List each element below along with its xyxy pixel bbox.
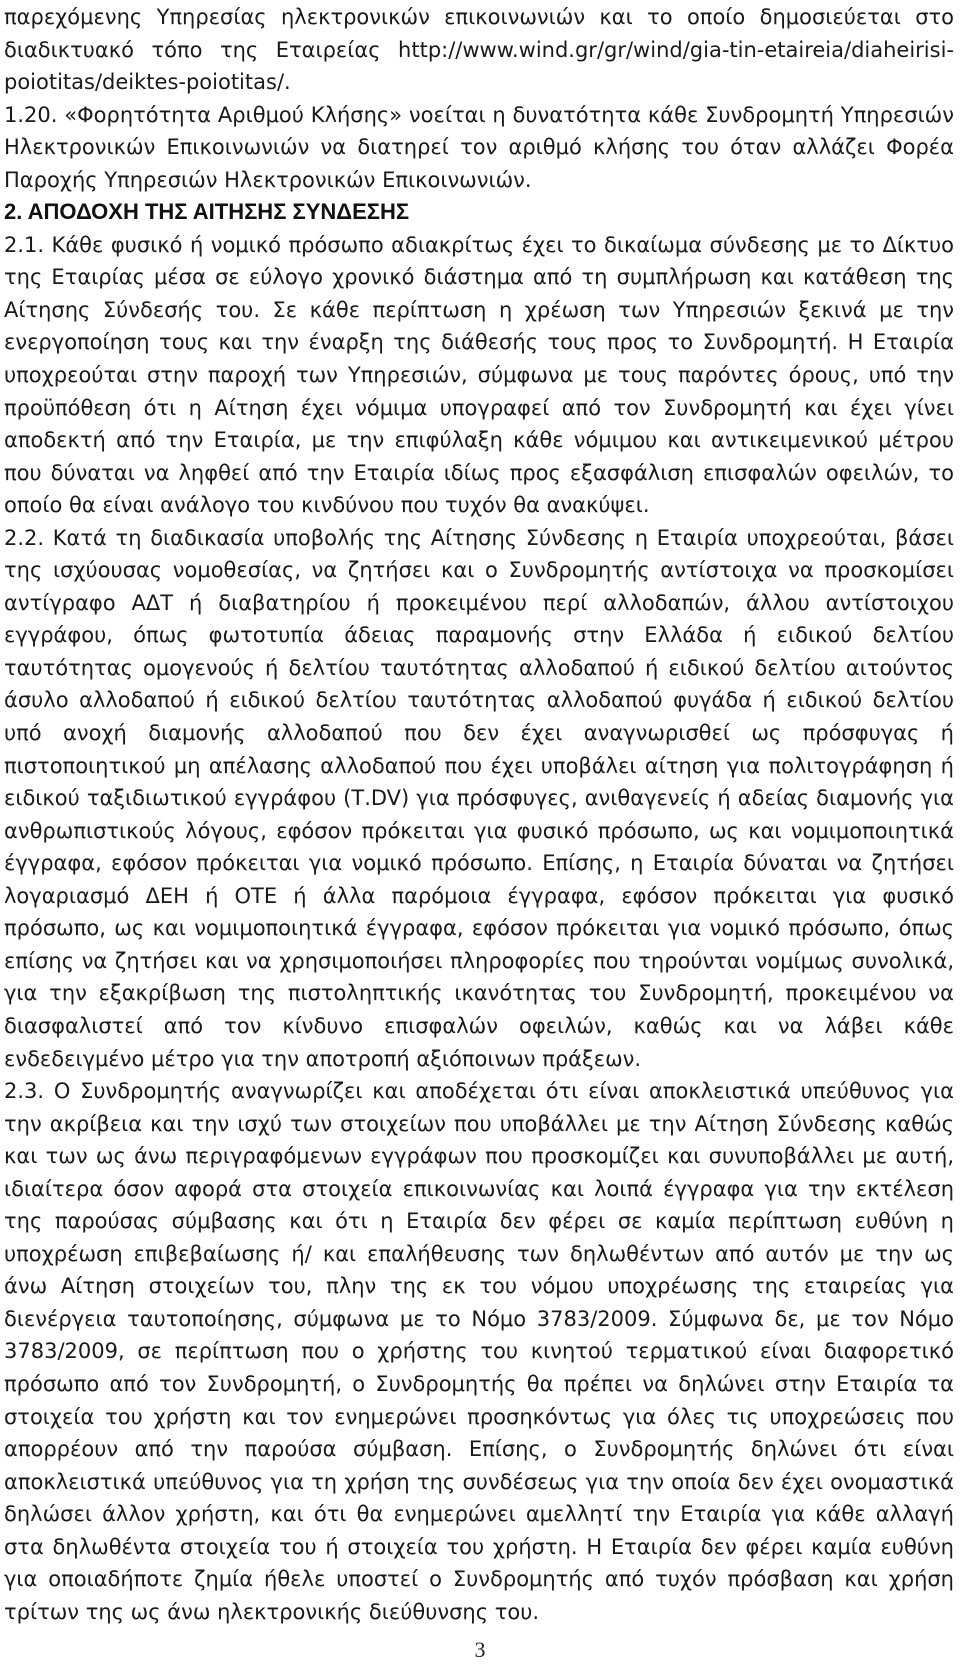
paragraph-2-3: 2.3. Ο Συνδρομητής αναγνωρίζει και αποδέχεται ότι είναι αποκλειστικά υπεύθυνος για την ακρίβεια και την ισχύ των στοιχείων που υποβάλλει με την Αίτηση Σύνδεσης καθώς και των ως άνω περιγραφόμενων εγγράφων που προσκομίζει και συνυποβάλλει με αυτή, ιδιαίτερα όσον αφορά στα στοιχεία επικοινωνίας και λοιπά έγγραφα για την εκτέλεση της παρούσας σύμβασης και ότι η Εταιρία δεν φέρει σε καμία περίπτωση ευθύνη η υποχρέωση επιβεβαίωσης ή/ και επαλήθευσης των δηλωθέντων από αυτόν με την ως άνω Αίτηση στοιχείων του, πλην της εκ του νόμου υποχρέωσης της εταιρείας για διενέργεια ταυτοποίησης, σύμφωνα με το Νόμο 3783/2009. Σύμφωνα δε, με τον Νόμο 3783/2009, σε περίπτωση που ο χρήστης του κινητού τερματικού είναι διαφορετικό πρόσωπο από τον Συνδρομητή, ο Συνδρομητής θα πρέπει να δηλώνει στην Εταιρία τα στοιχεία του χρήστη και τον ενημερώνει προσηκόντως για όλες τις υποχρεώσεις που απορρέουν από την παρούσα σύμβαση. Επίσης, ο Συνδρομητής δηλώνει ότι είναι αποκλειστικά υπεύθυνος για τη χρήση της συνδέσεως για την οποία δεν έχει ονομαστικά δηλώσει άλλον χρήστη, και ότι θα ενημερώνει αμελλητί την Εταιρία για κάθε αλλαγή στα δηλωθέντα στοιχεία του ή στοιχεία του χρήστη. Η Εταιρία δεν φέρει καμία ευθύνη για οποιαδήποτε ζημία ήθελε υποστεί ο Συνδρομητής από τυχόν πρόσβαση και χρήση τρίτων της ως άνω ηλεκτρονικής διεύθυνσης του. (4, 1079, 954, 1624)
paragraph-2-1: 2.1. Κάθε φυσικό ή νομικό πρόσωπο αδιακρίτως έχει το δικαίωμα σύνδεσης με το Δίκτυο της Εταιρίας μέσα σε εύλογο χρονικό διάστημα από τη συμπλήρωση και κατάθεση της Αίτησης Σύνδεσής του. Σε κάθε περίπτωση η χρέωση των Υπηρεσιών ξεκινά με την ενεργοποίηση τους και την έναρξη της διάθεσής τους προς το Συνδρομητή. Η Εταιρία υποχρεούται στην παροχή των Υπηρεσιών, σύμφωνα με τους παρόντες όρους, υπό την προϋπόθεση ότι η Αίτηση έχει νόμιμα υπογραφεί από τον Συνδρομητή και έχει γίνει αποδεκτή από την Εταιρία, με την επιφύλαξη κάθε νόμιμου και αντικειμενικού μέτρου που δύναται να ληφθεί από την Εταιρία ιδίως προς εξασφάλιση επισφαλών οφειλών, το οποίο θα είναι ανάλογο του κινδύνου που τυχόν θα ανακύψει. (4, 232, 954, 518)
intro-continuation-paragraph: παρεχόμενης Υπηρεσίας ηλεκτρονικών επικοινωνιών και το οποίο δημοσιεύεται στο διαδικτυακό τόπο της Εταιρείας http://www.wind.gr/gr/wind/gia-tin-etaireia/diaheirisi-poiotitas/deiktes-poiotitas/. (4, 5, 954, 95)
section-2-heading: 2. ΑΠΟΔΟΧΗ ΤΗΣ ΑΙΤΗΣΗΣ ΣΥΝΔΕΣΗΣ (4, 199, 410, 225)
page-number: 3 (474, 1637, 486, 1662)
document-body (4, 1, 954, 1628)
paragraph-2-2: 2.2. Κατά τη διαδικασία υποβολής της Αίτησης Σύνδεσης η Εταιρία υποχρεούται, βάσει της ισχύουσας νομοθεσίας, να ζητήσει και ο Συνδρομητής αντίστοιχα να προσκομίσει αντίγραφο ΑΔΤ ή διαβατηρίου ή προκειμένου περί αλλοδαπών, άλλου αντίστοιχου εγγράφου, όπως φωτοτυπία άδειας παραμονής στην Ελλάδα ή ειδικού δελτίου ταυτότητας ομογενούς ή δελτίου ταυτότητας αλλοδαπού ή ειδικού δελτίου αιτούντος άσυλο αλλοδαπού ή ειδικού δελτίου ταυτότητας αλλοδαπού φυγάδα ή ειδικού δελτίου υπό ανοχή διαμονής αλλοδαπού που δεν έχει αναγνωρισθεί ως πρόσφυγας ή πιστοποιητικού μη απέλασης αλλοδαπού που έχει υποβάλει αίτηση για πολιτογράφηση ή ειδικού ταξιδιωτικού εγγράφου (Τ.DV) για πρόσφυγες, ανιθαγενείς ή αδείας διαμονής για ανθρωπιστικούς λόγους, εφόσον πρόκειται για φυσικό πρόσωπο, ως και νομιμοποιητικά έγγραφα, εφόσον πρόκειται για νομικό πρόσωπο. Επίσης, η Εταιρία δύναται να ζητήσει λογαριασμό ΔΕΗ ή ΟΤΕ ή άλλα παρόμοια έγγραφα, εφόσον πρόκειται για φυσικό πρόσωπο, ως και νομιμοποιητικά έγγραφα, εφόσον πρόκειται για νομικό πρόσωπο, όπως επίσης να ζητήσει και να χρησιμοποιήσει πληροφορίες που τηρούνται νομίμως συνολικά, για την εξακρίβωση της πιστοληπτικής ικανότητας του Συνδρομητή, προκειμένου να διασφαλιστεί από τον κίνδυνο επισφαλών οφειλών, καθώς και να λάβει κάθε ενδεδειγμένο μέτρο για την αποτροπή αξιόποινων πράξεων. (4, 525, 954, 1071)
paragraph-1-20: 1.20. «Φορητότητα Αριθμού Κλήσης» νοείται η δυνατότητα κάθε Συνδρομητή Υπηρεσιών Ηλεκτρονικών Επικοινωνιών να διατηρεί τον αριθμό κλήσης του όταν αλλάζει Φορέα Παροχής Υπηρεσιών Ηλεκτρονικών Επικοινωνιών. (4, 102, 954, 192)
